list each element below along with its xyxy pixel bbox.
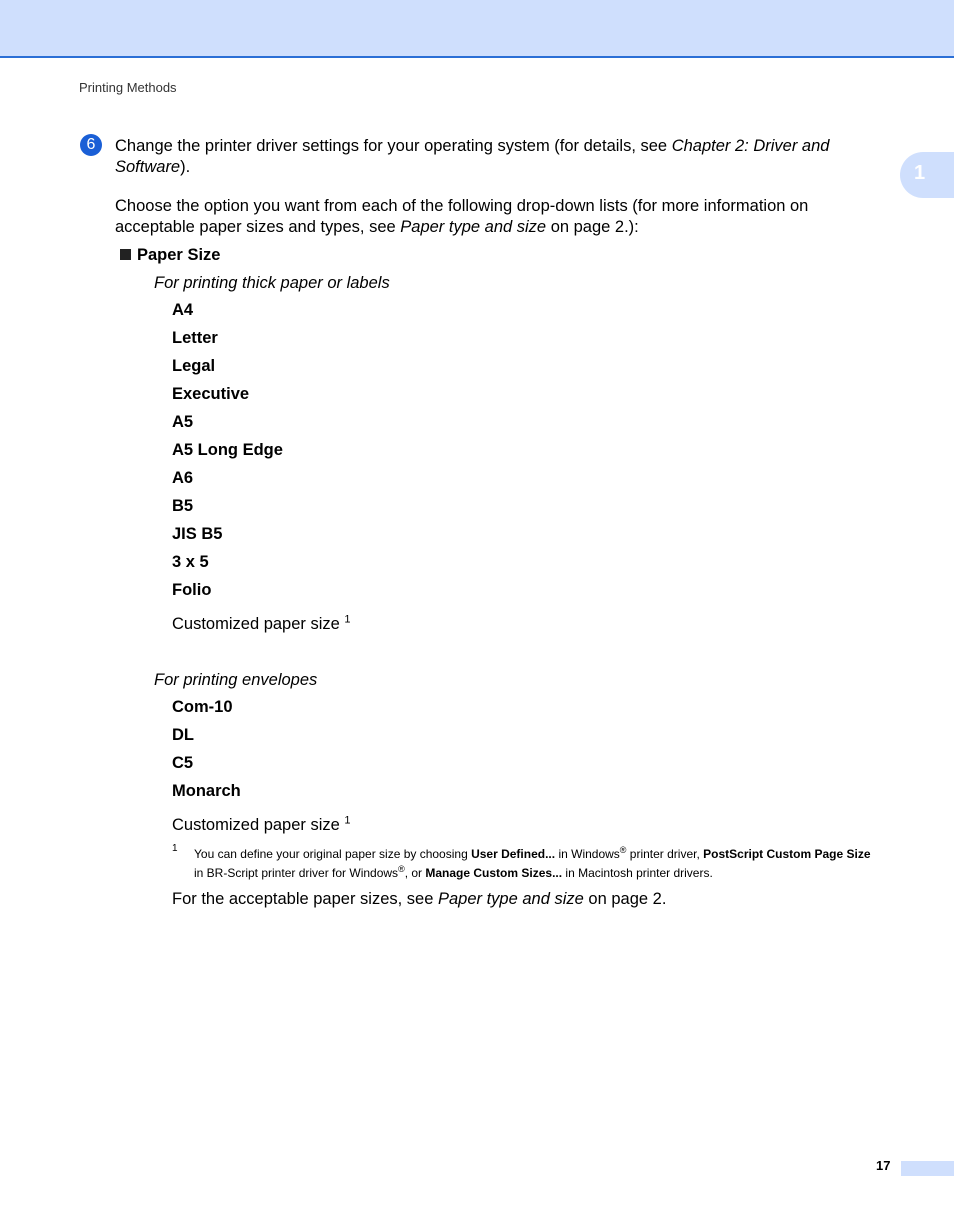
list-item: DL: [172, 726, 194, 744]
custom-size-item: [172, 614, 351, 635]
list-item: A5: [172, 413, 194, 431]
chapter-reference-cont: Software: [115, 158, 181, 176]
section-title: Paper Size: [137, 246, 221, 264]
closing-paragraph: [172, 889, 666, 910]
list-item: B5: [172, 497, 194, 515]
step-text-end: ).: [180, 158, 191, 176]
footnote-marker: 1: [172, 843, 178, 854]
running-head: Printing Methods: [79, 80, 177, 95]
footnote-bold: User Defined...: [471, 847, 556, 861]
page-number-band: [901, 1161, 954, 1176]
footnote-segment: printer driver,: [626, 847, 704, 861]
custom-size-label: Customized paper size: [172, 615, 340, 633]
list-item: Folio: [172, 581, 212, 599]
list-item: Legal: [172, 357, 216, 375]
list-item: Com-10: [172, 698, 233, 716]
thick-paper-heading: For printing thick paper or labels: [154, 274, 390, 292]
chapter-reference: Chapter 2: Driver and: [671, 137, 830, 155]
list-item: Monarch: [172, 782, 241, 800]
footnote-ref: 1: [344, 613, 351, 626]
envelopes-heading: For printing envelopes: [154, 671, 318, 689]
intro-line2-end: on page 2.):: [546, 218, 639, 236]
intro-paragraph: [115, 196, 808, 238]
square-bullet-icon: [120, 249, 131, 260]
step-paragraph: [115, 136, 829, 178]
registered-mark: ®: [619, 845, 627, 855]
intro-line1: Choose the option you want from each of the following drop-down lists (for more information on: [115, 197, 809, 215]
step-number-badge: 6: [80, 134, 102, 156]
chapter-number: 1: [914, 162, 926, 184]
closing-text: For the acceptable paper sizes, see: [172, 890, 438, 908]
footnote-bold: PostScript Custom Page Size: [703, 847, 871, 861]
footnote-bold: Manage Custom Sizes...: [425, 866, 563, 880]
header-band: [0, 0, 954, 58]
intro-line2: acceptable paper sizes and types, see: [115, 218, 401, 236]
step-text: Change the printer driver settings for your operating system (for details, see: [115, 137, 672, 155]
footnote-segment: in BR-Script printer driver for Windows: [194, 866, 399, 880]
paper-type-reference: Paper type and size: [437, 890, 584, 908]
footnote-segment: , or: [404, 866, 426, 880]
list-item: 3 x 5: [172, 553, 209, 571]
footnote-segment: You can define your original paper size by choosing: [194, 847, 472, 861]
registered-mark: ®: [398, 864, 405, 874]
chapter-tab: [900, 152, 954, 198]
custom-size-label: Customized paper size: [172, 816, 340, 834]
list-item: Letter: [172, 329, 218, 347]
closing-text-end: on page 2.: [583, 890, 667, 908]
list-item: JIS B5: [172, 525, 223, 543]
footnote-segment: in Macintosh printer drivers.: [562, 866, 713, 880]
list-item: A4: [172, 301, 194, 319]
list-item: A6: [172, 469, 194, 487]
list-item: C5: [172, 754, 194, 772]
list-item: Executive: [172, 385, 250, 403]
footnote-segment: in Windows: [555, 847, 620, 861]
footnote-text: [194, 845, 914, 883]
page-number: 17: [876, 1158, 891, 1173]
custom-size-item: [172, 815, 351, 836]
footnote-ref: 1: [344, 814, 351, 827]
paper-type-reference: Paper type and size: [400, 218, 547, 236]
list-item: A5 Long Edge: [172, 441, 283, 459]
